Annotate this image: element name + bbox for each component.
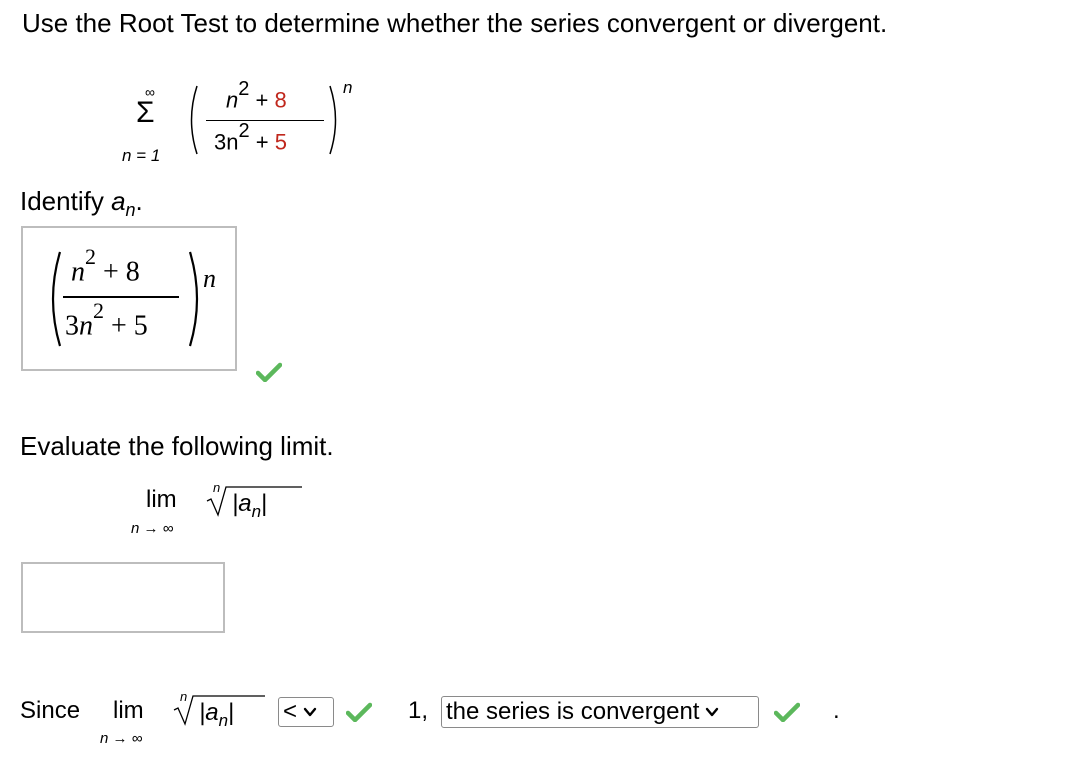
one-text: 1, (408, 697, 429, 724)
chevron-down-icon (303, 707, 317, 717)
result-select[interactable] (441, 696, 759, 728)
chevron-down-icon (705, 707, 719, 717)
answer-left-paren (44, 250, 64, 348)
right-paren (327, 84, 343, 156)
question-text: Use the Root Test to determine whether the series convergent or divergent. (22, 8, 888, 38)
series-fraction-bar (206, 120, 324, 121)
lim-text: lim (146, 486, 177, 513)
answer-fraction-bar (63, 296, 179, 298)
comparison-select[interactable] (278, 697, 334, 727)
answer-numerator: $n^2 + 8$ (71, 244, 140, 288)
answer-denominator: $3n^2 + 5$ (65, 298, 148, 342)
answer-power: n (203, 264, 216, 293)
check-icon (346, 702, 372, 722)
series-power: n (343, 78, 353, 97)
check-icon (774, 702, 800, 722)
limit-heading: Evaluate the following limit. (20, 431, 334, 461)
abs-an: $|a_n|$ (232, 490, 268, 521)
sum-lower-limit: n = 1 (122, 146, 161, 165)
since-lim-text: lim (113, 697, 144, 724)
lim-under: n → ∞ (131, 520, 174, 537)
since-lim-under: n → ∞ (100, 730, 143, 747)
an-answer-box[interactable] (21, 226, 237, 371)
root-index: n (213, 480, 221, 495)
comparison-selected: < (283, 698, 298, 725)
series-numerator: $n^2 + 8$ (226, 78, 287, 113)
series-denominator: $3n^2 + 5$ (214, 120, 287, 155)
since-text: Since (20, 697, 81, 724)
identify-label: Identify $a_n$. (20, 186, 143, 221)
sigma-symbol: Σ (136, 96, 155, 129)
sum-upper-limit: ∞ (145, 84, 155, 100)
limit-input[interactable] (21, 562, 225, 633)
check-icon (256, 362, 282, 382)
since-root-index: n (180, 689, 188, 704)
period-text: . (833, 697, 840, 724)
left-paren (184, 84, 200, 156)
since-abs-an: $|a_n|$ (199, 699, 235, 730)
result-selected: the series is convergent (446, 698, 700, 725)
